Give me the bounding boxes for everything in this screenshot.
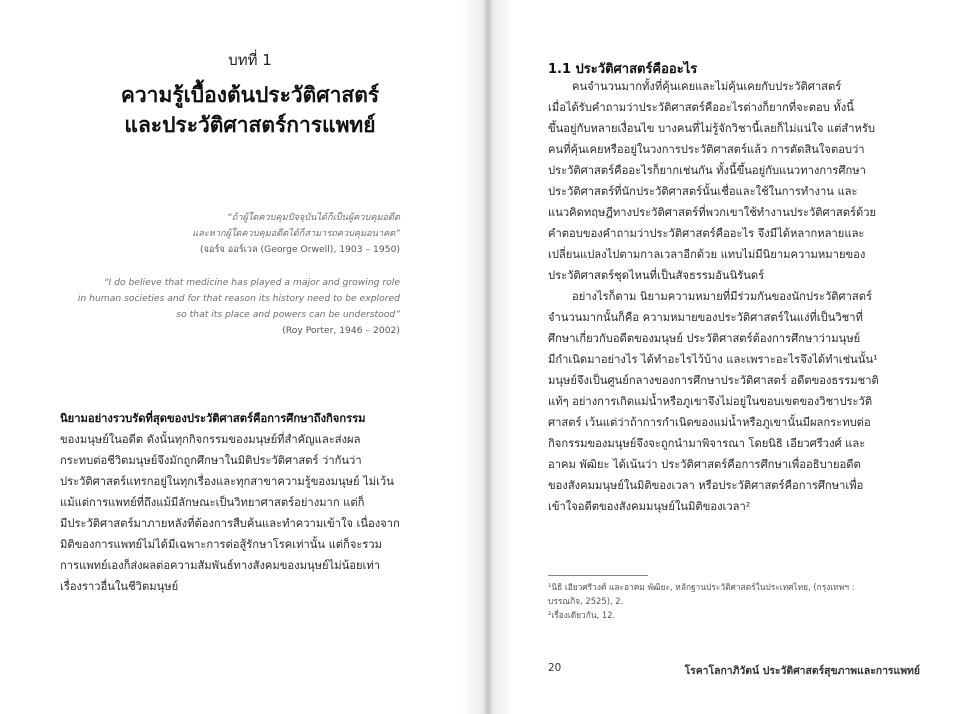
epigraph-line: so that its place and powers can be understood”	[176, 309, 400, 320]
body-line: เปลี่ยนแปลงไปตามกาลเวลาอีกด้วย แทบไม่มีนิยามความหมายของ	[548, 248, 866, 261]
intro-line: กระทบต่อชีวิตมนุษย์จึงมักถูกศึกษาในมิติประวัติศาสตร์ ว่ากันว่า	[60, 454, 362, 467]
epigraph-attribution: (Roy Porter, 1946 – 2002)	[282, 325, 400, 336]
body-line: คำตอบของคำถามว่าประวัติศาสตร์คืออะไร จึงมีได้หลากหลายและ	[548, 227, 865, 240]
intro-line: แม้แต่การแพทย์ที่ถึงแม้มีลักษณะเป็นวิทยาศาสตร์อย่างมาก แต่ก็	[60, 496, 365, 509]
body-line: ศึกษาเกี่ยวกับอดีตของมนุษย์ ประวัติศาสตร์ต้องการศึกษาว่ามนุษย์	[548, 332, 861, 345]
footnote-divider	[548, 575, 648, 576]
chapter-label: บทที่ 1	[228, 51, 272, 69]
epigraph-thai	[60, 210, 400, 258]
body-line: อย่างไรก็ตาม นิยามความหมายที่มีร่วมกันของนักประวัติศาสตร์	[572, 290, 873, 303]
epigraph-english	[60, 275, 400, 339]
body-line: ของสังคมมนุษย์ในมิติของเวลา หรือประวัติศาสตร์คือการศึกษาเพื่อ	[548, 479, 864, 492]
footnote-line: บรรณกิจ, 2525), 2.	[548, 596, 624, 606]
body-line: คนจำนวนมากทั้งที่คุ้นเคยและไม่คุ้นเคยกับประวัติศาสตร์	[572, 80, 842, 93]
epigraph-attribution: (จอร์จ ออร์เวล (George Orwell), 1903 – 1950)	[199, 244, 400, 255]
chapter-title-line: ความรู้เบื้องต้นประวัติศาสตร์	[120, 83, 380, 107]
intro-line: นิยามอย่างรวบรัดที่สุดของประวัติศาสตร์คือการศึกษาถึงกิจกรรม	[60, 412, 366, 425]
epigraph-line: “I do believe that medicine has played a major and growing role	[103, 277, 400, 288]
chapter-title-line: และประวัติศาสตร์การแพทย์	[124, 113, 376, 137]
section-title: 1.1 ประวัติศาสตร์คืออะไร	[548, 62, 698, 77]
body-line: ประวัติศาสตร์ที่นักประวัติศาสตร์นั้นเชื่อและใช้ในการทำงาน และ	[548, 185, 858, 198]
epigraph-line: “ถ้าผู้ใดควบคุมปัจจุบันได้ก็เป็นผู้ควบคุมอดีต	[227, 212, 400, 223]
intro-line: เรื่องราวอื่นในชีวิตมนุษย์	[60, 580, 179, 593]
body-line: อาคม พัฒิยะ ได้เน้นว่า ประวัติศาสตร์คือการศึกษาเพื่ออธิบายอดีต	[548, 458, 861, 471]
intro-line: การแพทย์เองก็ส่งผลต่อความสัมพันธ์ทางสังคมของมนุษย์ไม่น้อยเท่า	[60, 559, 380, 572]
body-line: จำนวนมากนั้นก็คือ ความหมายของประวัติศาสตร์ในแง่ที่เป็นวิชาที่	[548, 311, 863, 324]
left-page	[0, 0, 486, 714]
body-line: มนุษย์จึงเป็นศูนย์กลางของการศึกษาประวัติศาสตร์ อดีตของธรรมชาติ	[548, 374, 879, 387]
chapter-title	[60, 80, 440, 140]
body-line: ประวัติศาสตร์ชุดไหนที่เป็นสัจธรรมอันนิรันดร์	[548, 269, 765, 282]
intro-line: ประวัติศาสตร์แทรกอยู่ในทุกเรื่องและทุกสาขาความรู้ของมนุษย์ ไม่เว้น	[60, 475, 394, 488]
body-line: ประวัติศาสตร์คืออะไรก็ยากเช่นกัน ทั้งนี้ขึ้นอยู่กับแนวทางการศึกษา	[548, 164, 866, 177]
intro-paragraph	[60, 408, 432, 597]
intro-line: ของมนุษย์ในอดีต ดังนั้นทุกกิจกรรมของมนุษย์ที่สำคัญและส่งผล	[60, 433, 361, 446]
body-line: เข้าใจอดีตของสังคมมนุษย์ในมิติของเวลา²	[548, 500, 751, 513]
footnote-line: ¹นิธิ เอียวศรีวงศ์ และอาคม พัฒิยะ, หลักฐานประวัติศาสตร์ในประเทศไทย, (กรุงเทพฯ :	[548, 582, 855, 592]
body-line: แท้ๆ อย่างการเกิดแม่น้ำหรือภูเขาจึงไม่อยู่ในขอบเขตของวิชาประวัติ	[548, 395, 873, 408]
page-footer	[488, 662, 974, 682]
body-line: ศาสตร์ เว้นแต่ว่าถ้าการกำเนิดของแม่น้ำหรือภูเขานั้นมีผลกระทบต่อ	[548, 416, 871, 429]
body-line: คนที่คุ้นเคยหรืออยู่ในวงการประวัติศาสตร์แล้ว การตัดสินใจตอบว่า	[548, 143, 865, 156]
right-page	[488, 0, 974, 714]
body-line: แนวคิดทฤษฎีทางประวัติศาสตร์ที่พวกเขาใช้ทำงานประวัติศาสตร์ด้วย	[548, 206, 877, 219]
footnotes	[548, 580, 920, 622]
epigraph-line: และหากผู้ใดควบคุมอดีตได้ก็สามารถควบคุมอนาคต”	[192, 228, 400, 239]
epigraph-line: in human societies and for that reason its history need to be explored	[77, 293, 400, 304]
intro-line: มีประวัติศาสตร์มาภายหลังที่ต้องการสืบค้นและทำความเข้าใจ เนื่องจาก	[60, 517, 400, 530]
intro-line: มิติของการแพทย์ไม่ได้มีเฉพาะการต่อสู้รักษาโรคเท่านั้น แต่ก็จะรวม	[60, 538, 383, 551]
body-text	[548, 76, 920, 517]
body-line: มีกำเนิดมาอย่างไร ได้ทำอะไรไว้บ้าง และเพราะอะไรจึงได้ทำเช่นนั้น¹	[548, 353, 878, 366]
body-line: เมื่อได้รับคำถามว่าประวัติศาสตร์คืออะไรต่างก็ยากที่จะตอบ ทั้งนี้	[548, 101, 854, 114]
footnote-line: ²เรื่องเดียวกัน, 12.	[548, 610, 616, 620]
body-line: ขึ้นอยู่กับหลายเงื่อนไข บางคนที่ไม่รู้จักวิชานี้เลยก็ไม่แน่ใจ แต่สำหรับ	[548, 122, 876, 135]
running-head: โรคาโลกาภิวัตน์ ประวัติศาสตร์สุขภาพและการแพทย์	[684, 665, 920, 677]
page-number: 20	[548, 662, 562, 674]
body-line: กิจกรรมของมนุษย์จึงจะถูกนำมาพิจารณา โดยนิธิ เอียวศรีวงศ์ และ	[548, 437, 866, 450]
